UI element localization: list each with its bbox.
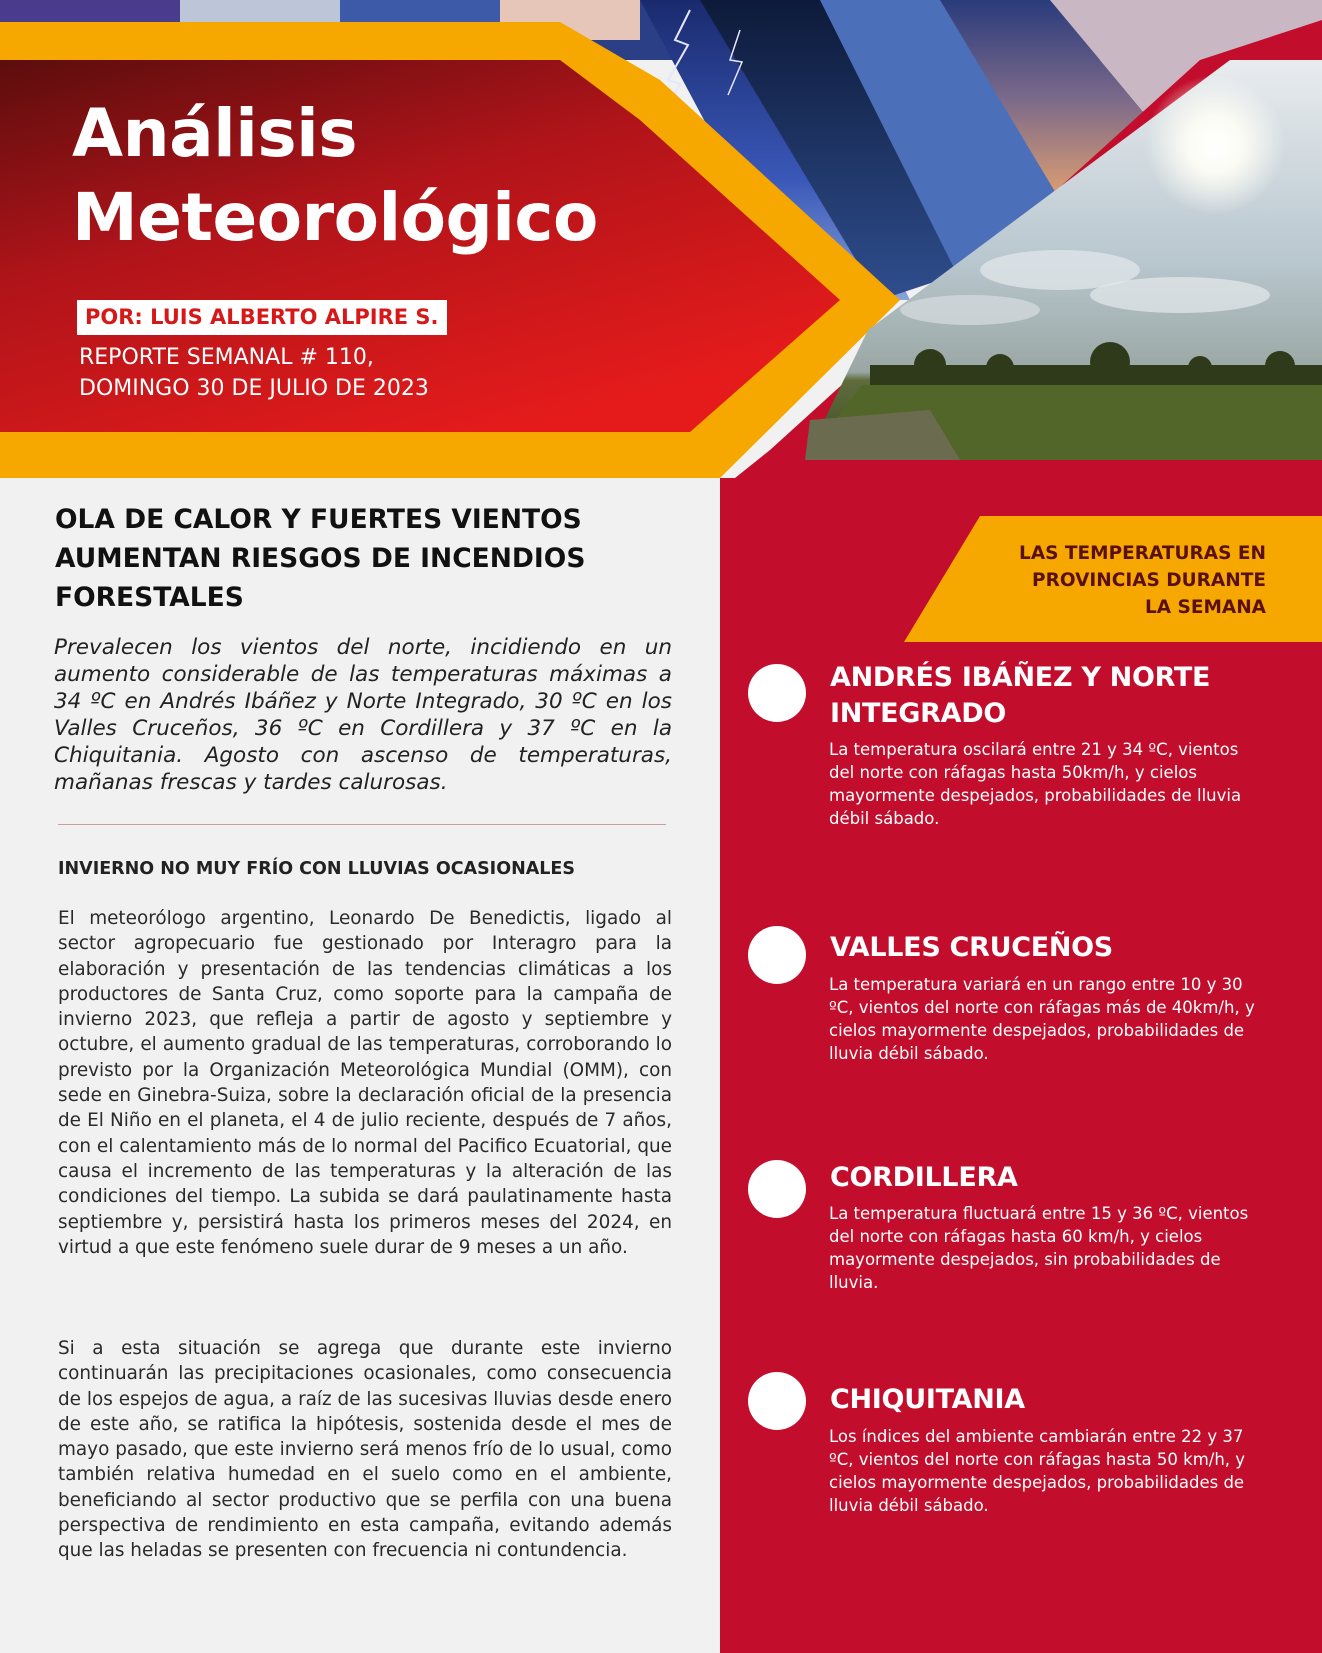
article-lead: Prevalecen los vientos del norte, incidiendo en un aumento considerable de las temperaturas máximas a 34 ºC en Andrés Ibáñez y Norte Integrado, 30 ºC en los Valles Cruceños, 36 ºC en Cordillera y 37 ºC en la Chiquitania. Agosto con ascenso de temperaturas, mañanas frescas y tardes calurosas. — [54, 635, 672, 795]
region-text: La temperatura fluctuará entre 15 y 36 ºC, vientos del norte con ráfagas hasta 60 km/h, y cielos mayormente despejados, sin probabilidades de lluvia. — [829, 1204, 1249, 1292]
article-paragraph-1: El meteorólogo argentino, Leonardo De Benedictis, ligado al sector agropecuario fue gestionado por Interagro para la elaboración y presentación de las tendencias climáticas a los productores de Santa Cruz, como soporte para la campaña de invierno 2023, que refleja a partir de agosto y septiembre y octubre, el aumento gradual de las temperaturas, corroborando lo previsto por la Organización Meteorológica Mundial (OMM), con sede en Ginebra-Suiza, sobre la declaración oficial de la presencia de El Niño en el planeta, el 4 de julio reciente, después de 7 años, con el calentamiento más de lo normal del Pacifico Ecuatorial, que causa el incremento de las temperaturas y la alteración de las condiciones del tiempo. La subida se dará paulatinamente hasta septiembre y, persistirá hasta los primeros meses del 2024, en virtud a que este fenómeno suele durar de 9 meses a un año. — [58, 908, 672, 1258]
region-title: CHIQUITANIA — [830, 1384, 1025, 1415]
author-badge: POR: LUIS ALBERTO ALPIRE S. — [77, 300, 447, 335]
region-bullet — [748, 926, 806, 984]
region-title: CORDILLERA — [830, 1162, 1018, 1193]
article-subhead: INVIERNO NO MUY FRÍO CON LLUVIAS OCASIONALES — [58, 859, 575, 879]
divider — [58, 824, 666, 825]
region-text: La temperatura oscilará entre 21 y 34 ºC, vientos del norte con ráfagas hasta 50km/h, y cielos mayormente despejados, probabilidades de lluvia débil sábado. — [829, 740, 1242, 828]
region-bullet — [748, 664, 806, 722]
report-number: REPORTE SEMANAL # 110, — [79, 345, 374, 370]
section-tag-line-1: LAS TEMPERATURAS EN — [1019, 543, 1266, 564]
region-title: VALLES CRUCEÑOS — [830, 932, 1113, 963]
article-headline: OLA DE CALOR Y FUERTES VIENTOS AUMENTAN RIESGOS DE INCENDIOS FORESTALES — [55, 504, 586, 613]
title-line-1: Análisis — [72, 95, 358, 172]
report-info — [79, 342, 429, 404]
region-text: La temperatura variará en un rango entre 10 y 30 ºC, vientos del norte con ráfagas más de 40km/h, y cielos mayormente despejados, probabilidades de lluvia débil sábado. — [829, 975, 1255, 1063]
article-paragraph-2: Si a esta situación se agrega que durante este invierno continuarán las precipitaciones ocasionales, como consecuencia de los espejos de agua, a raíz de las sucesivas lluvias desde enero de este año, se ratifica la hipótesis, sostenida desde el mes de mayo pasado, que este invierno será menos frío de lo usual, como también relativa humedad en el suelo como en el ambiente, beneficiando al sector productivo que se perfila con una buena perspectiva de rendimiento en esta campaña, evitando además que las heladas se presenten con frecuencia ni contundencia. — [58, 1338, 672, 1562]
region-bullet — [748, 1372, 806, 1430]
report-title — [72, 92, 598, 260]
section-tag-line-2: PROVINCIAS DURANTE — [1032, 570, 1266, 591]
section-tag-line-3: LA SEMANA — [1144, 597, 1266, 618]
title-line-2: Meteorológico — [72, 179, 598, 256]
region-text: Los índices del ambiente cambiarán entre 22 y 37 ºC, vientos del norte con ráfagas hasta 50 km/h, y cielos mayormente despejados, probabilidades de lluvia débil sábado. — [829, 1427, 1246, 1515]
report-date: DOMINGO 30 DE JULIO DE 2023 — [79, 376, 429, 401]
region-title: ANDRÉS IBÁÑEZ Y NORTE INTEGRADO — [830, 662, 1211, 729]
section-tag — [960, 540, 1266, 621]
region-bullet — [748, 1160, 806, 1218]
